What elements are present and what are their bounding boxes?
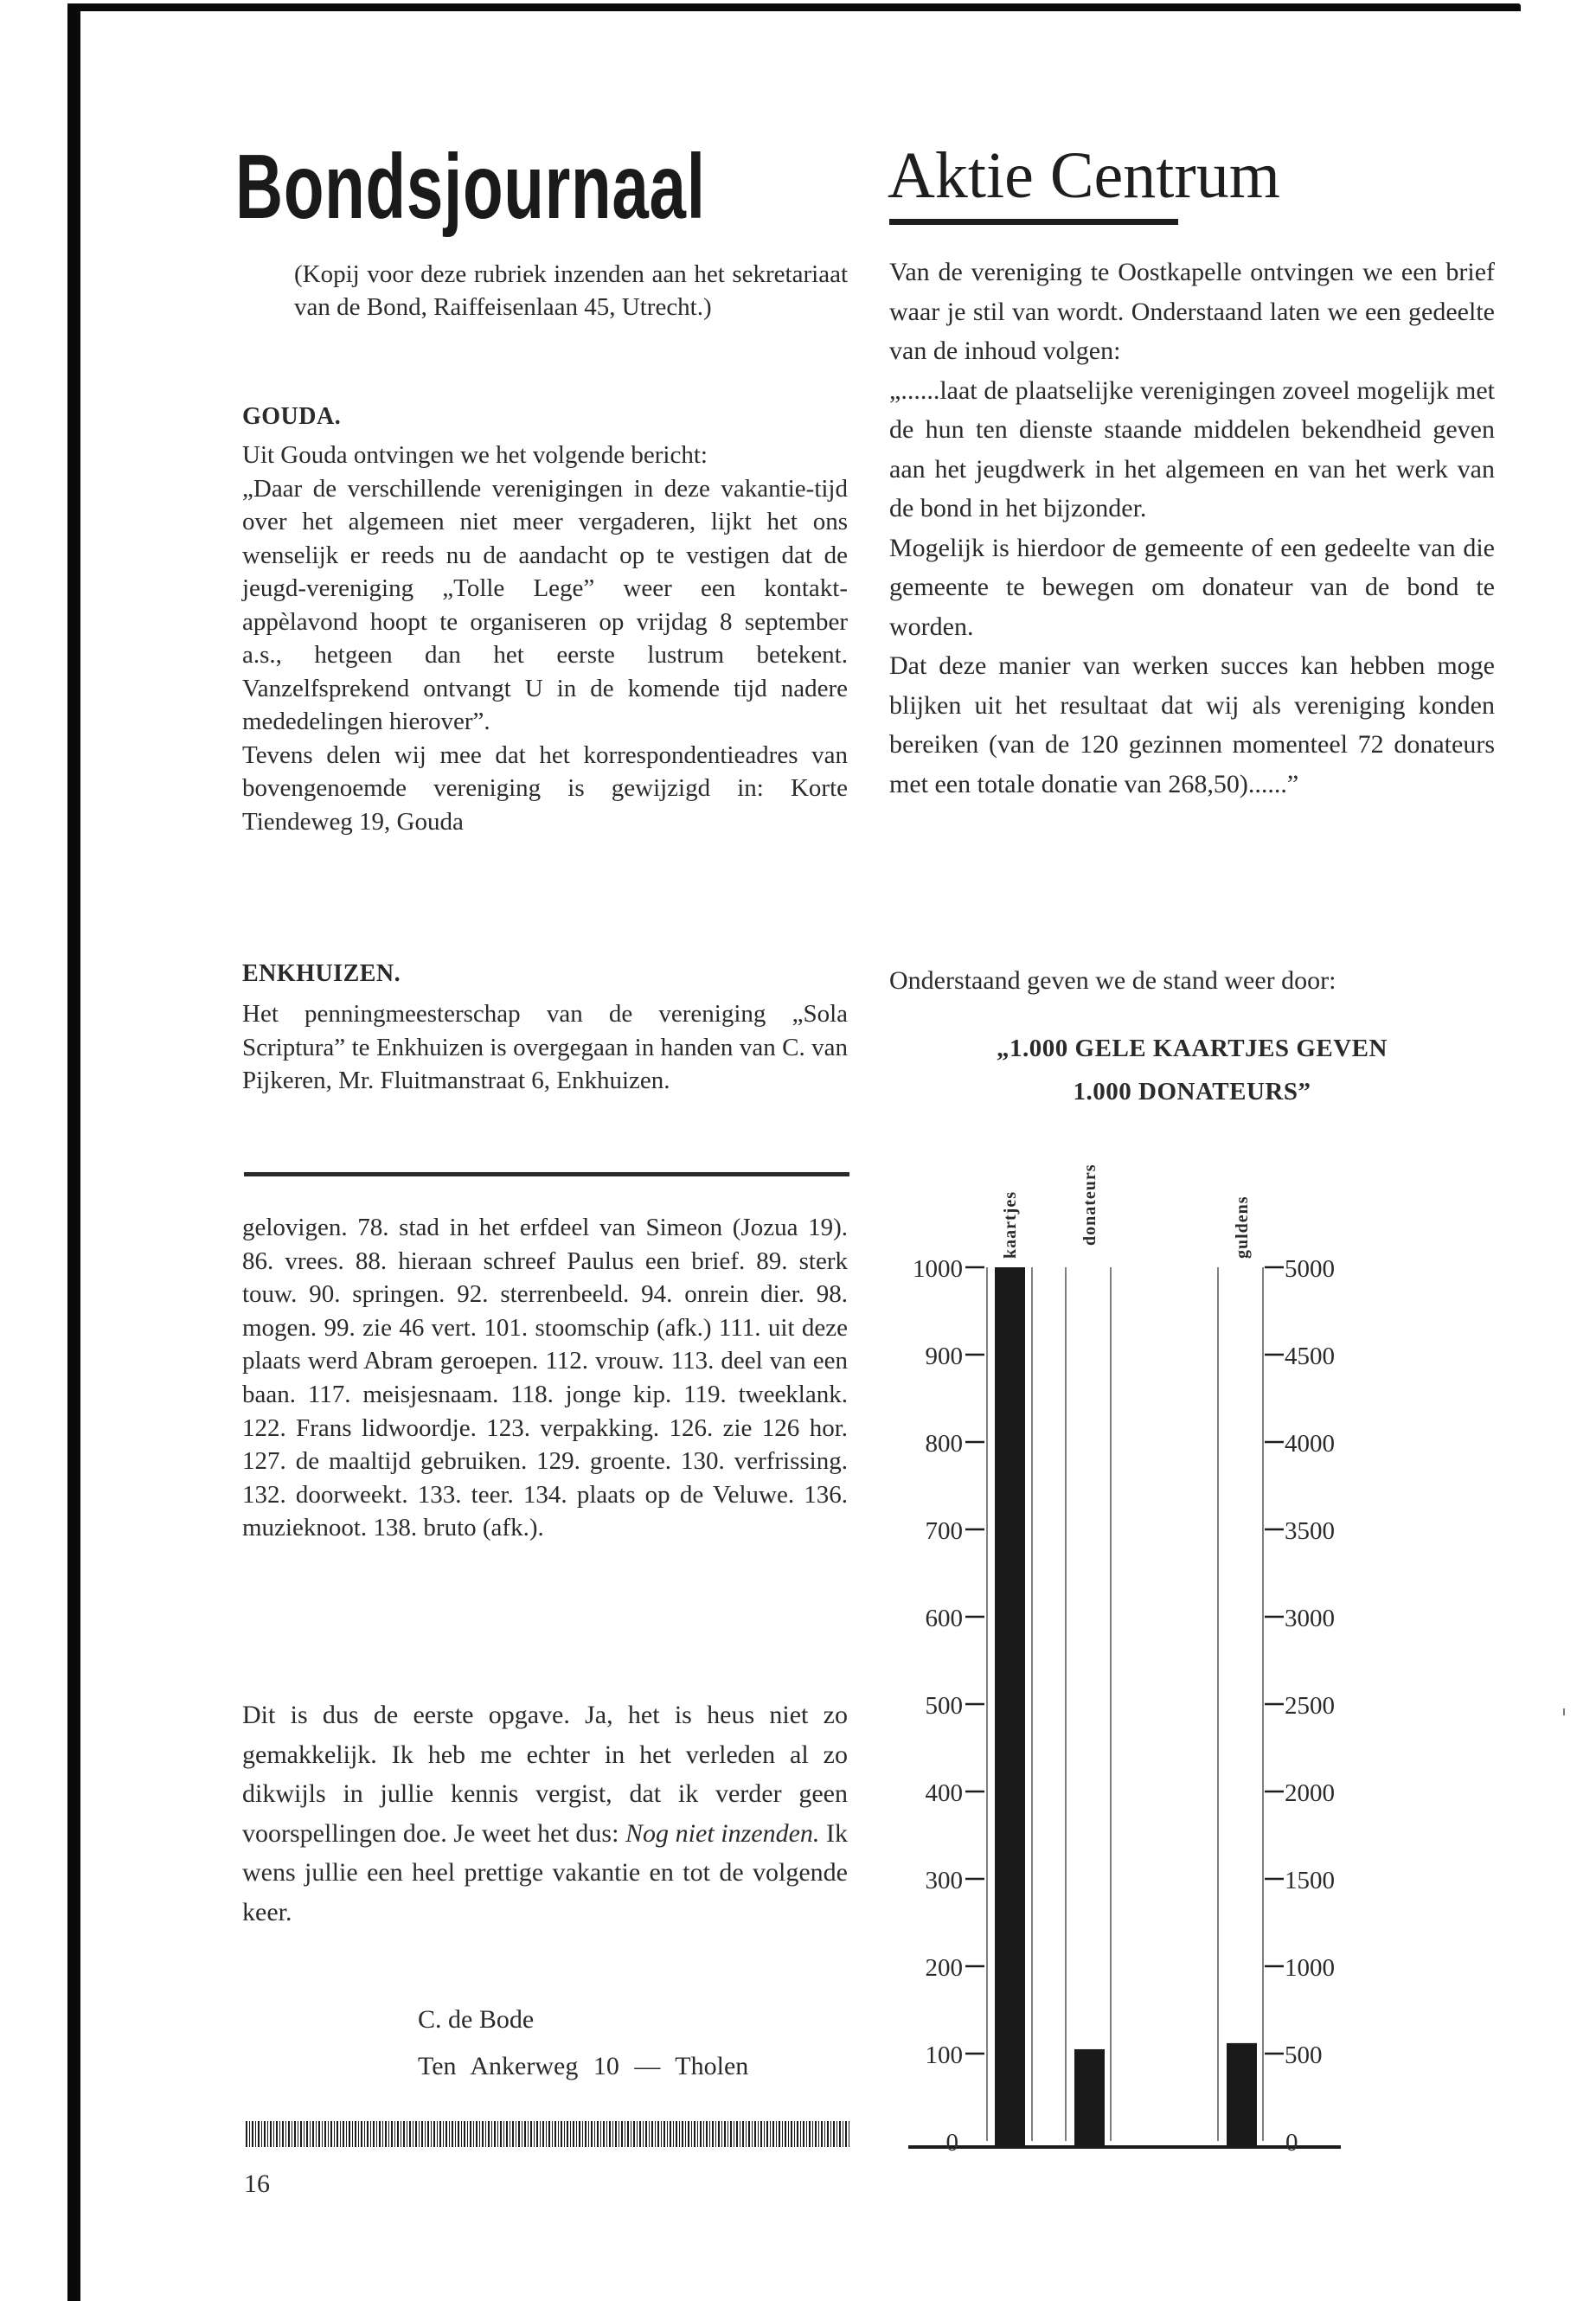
chart-heading-line2: 1.000 DONATEURS” [1073, 1078, 1311, 1106]
right-tick-label: 3500 [1285, 1517, 1335, 1545]
paragraph: Uit Gouda ontvingen we het volgende bericht: [242, 441, 708, 469]
right-tick-label: 1500 [1285, 1867, 1335, 1894]
section-title-aktie-centrum: Aktie Centrum [888, 139, 1280, 212]
left-tick-label: 600 [925, 1605, 963, 1632]
left-tick-label: 700 [925, 1517, 963, 1545]
bar-donateurs [1074, 2049, 1105, 2145]
paragraph: „Daar de verschillende verenigingen in deze vakantie-tijd over het algemeen niet meer vergaderen, lijkt het ons wenselijk er reeds nu de aandacht op te vestigen dat de jeugd-vereniging „Tolle Lege” weer een kontakt-appèlavond hoopt te organiseren op vrijdag 8 september a.s., hetgeen dan het eerste lustrum betekent. Vanzelfsprekend ontvangt U in de komende tijd nadere mededelingen hierover”. [242, 474, 848, 735]
intro-note: (Kopij voor deze rubriek inzenden aan het sekretariaat van de Bond, Raiffeisenlaan 45, Utrecht.) [294, 260, 848, 321]
section-heading-gouda: GOUDA. [242, 403, 342, 430]
paragraph: Van de vereniging te Oostkapelle ontvingen we een brief waar je stil van wordt. Onderstaand laten we een gedeelte van de inhoud volgen: [889, 258, 1495, 365]
signature-address: Ten Ankerweg 10 — Tholen [418, 2052, 749, 2080]
category-label-donateurs: donateurs [1080, 1163, 1099, 1246]
right-tick-label: 2500 [1285, 1692, 1335, 1720]
paragraph: Tevens delen wij mee dat het korrespondentieadres van bovengenoemde vereniging is gewijzigd in: Korte Tiendeweg 19, Gouda [242, 740, 848, 836]
category-label-guldens: guldens [1233, 1195, 1252, 1259]
left-tick-label: 800 [925, 1430, 963, 1458]
right-tick-label: 0 [1285, 2129, 1298, 2154]
title-underline [889, 219, 1178, 225]
signature-name: C. de Bode [418, 2005, 535, 2034]
right-tick-label: 3000 [1285, 1605, 1335, 1632]
left-tick-label: 1000 [913, 1255, 963, 1283]
right-tick-label: 2000 [1285, 1779, 1335, 1807]
bar-kaartjes [995, 1267, 1025, 2145]
scan-border-left [67, 4, 80, 2301]
left-tick-label: 900 [925, 1343, 963, 1370]
right-tick-label: 4500 [1285, 1343, 1335, 1370]
enkhuizen-article [242, 997, 848, 1098]
bar-guldens [1227, 2043, 1257, 2145]
paragraph: Dat deze manier van werken succes kan hebben moge blijken uit het resultaat dat wij als vereniging konden bereiken (van de 120 gezinnen momenteel 72 donateurs met een totale donatie van 268,50)......” [889, 651, 1495, 798]
left-tick-label: 400 [925, 1779, 963, 1807]
closing-text: Dit is dus de eerste opgave. Ja, het is heus niet zo gemakkelijk. Ik heb me echter in het verleden al zo dikwijls in jullie kennis vergist, dat ik verder geen voorspellingen doe. Je weet het dus: [242, 1701, 848, 1848]
scan-border-top [67, 3, 1521, 11]
left-tick-label: 500 [925, 1692, 963, 1720]
scan-speck [1563, 1708, 1565, 1715]
right-tick-label: 500 [1285, 2041, 1323, 2069]
paragraph: „......laat de plaatselijke verenigingen zoveel mogelijk met de hun ten dienste staande middelen bekendheid geven aan het jeugdwerk in het algemeen en van het werk van de bond in het bijzonder. [889, 375, 1495, 522]
section-divider [244, 1172, 849, 1176]
chart-heading-line1: „1.000 GELE KAARTJES GEVEN [997, 1035, 1388, 1062]
left-tick-label: 300 [925, 1867, 963, 1894]
category-label-kaartjes: kaartjes [1001, 1191, 1020, 1259]
paragraph: Het penningmeesterschap van de vereniging „Sola Scriptura” te Enkhuizen is overgegaan in handen van C. van Pijkeren, Mr. Fluitmanstraat 6, Enkhuizen. [242, 1000, 848, 1094]
chart-lead-in: Onderstaand geven we de stand weer door: [889, 966, 1336, 995]
right-tick-label: 5000 [1285, 1255, 1335, 1283]
paragraph: Mogelijk is hierdoor de gemeente of een gedeelte van die gemeente te bewegen om donateur van de bond te worden. [889, 533, 1495, 641]
closing-text-end: Ik wens jullie een heel prettige vakantie en tot de volgende keer. [242, 1818, 849, 1926]
section-heading-enkhuizen: ENKHUIZEN. [242, 960, 401, 987]
gouda-article [242, 439, 848, 838]
left-tick-label: 0 [945, 2129, 958, 2154]
closing-paragraph [242, 1695, 848, 1932]
left-tick-label: 100 [925, 2041, 963, 2069]
decorative-bar-rule [246, 2121, 849, 2147]
puzzle-clues: gelovigen. 78. stad in het erfdeel van Simeon (Jozua 19). 86. vrees. 88. hieraan schreef Paulus een brief. 89. sterk touw. 90. springen. 92. sterrenbeeld. 94. onrein dier. 98. mogen. 99. zie 46 vert. 101. stoomschip (afk.) 111. uit deze plaats werd Abram geroepen. 112. vrouw. 113. deel van een baan. 117. meisjesnaam. 118. jonge kip. 119. tweeklank. 122. Frans lidwoordje. 123. verpakking. 126. zie 126 hor. 127. de maaltijd gebruiken. 129. groente. 130. verfrissing. 132. doorweekt. 133. teer. 134. plaats op de Veluwe. 136. muzieknoot. 138. bruto (afk.). [242, 1214, 848, 1542]
page-number: 16 [244, 2170, 270, 2198]
closing-italic: Nog niet inzenden. [625, 1818, 820, 1848]
donation-bar-chart [908, 1116, 1531, 2154]
right-tick-label: 4000 [1285, 1430, 1335, 1458]
left-tick-label: 200 [925, 1954, 963, 1982]
aktie-article [889, 253, 1495, 804]
right-tick-label: 1000 [1285, 1954, 1335, 1982]
masthead-title: Bondsjournaal [235, 136, 706, 238]
